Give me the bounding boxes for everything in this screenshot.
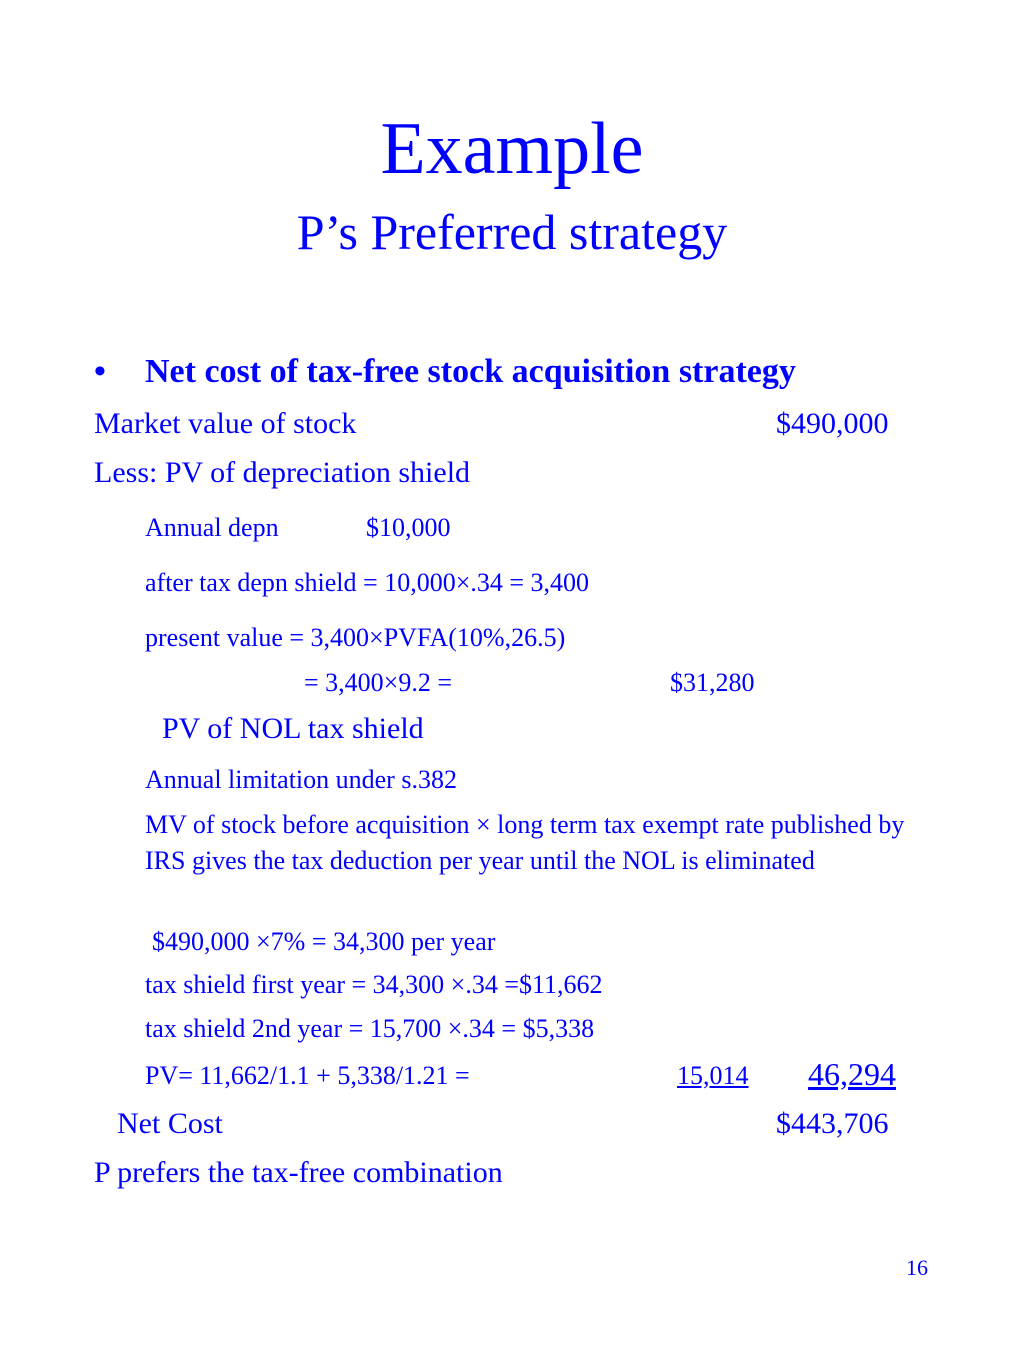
bullet-heading: Net cost of tax-free stock acquisition strategy [145, 353, 796, 390]
less-depreciation-label: Less: PV of depreciation shield [94, 456, 471, 489]
pv-nol-amount: 15,014 [677, 1061, 749, 1090]
bullet-marker: • [94, 353, 106, 390]
mv-paragraph: MV of stock before acquisition × long term tax exempt rate published by IRS gives the tax deduction per year until the NOL is eliminated [145, 810, 905, 875]
first-year-line: tax shield first year = 34,300 ×.34 =$11,662 [145, 970, 603, 999]
pv-formula-line: PV= 11,662/1.1 + 5,338/1.21 = [145, 1061, 470, 1090]
nol-heading: PV of NOL tax shield [162, 712, 424, 745]
second-year-line: tax shield 2nd year = 15,700 ×.34 = $5,338 [145, 1014, 595, 1043]
pv-result-amount: $31,280 [670, 668, 755, 697]
conclusion-line: P prefers the tax-free combination [94, 1156, 503, 1189]
after-tax-line: after tax depn shield = 10,000×.34 = 3,400 [145, 568, 590, 597]
total-shield-amount: 46,294 [808, 1056, 896, 1092]
present-value-line: present value = 3,400×PVFA(10%,26.5) [145, 623, 566, 652]
net-cost-label: Net Cost [117, 1107, 223, 1140]
annual-depn-amount: $10,000 [366, 513, 451, 542]
market-value-amount: $490,000 [776, 407, 889, 440]
annual-depn-label: Annual depn [145, 513, 279, 542]
page-number: 16 [906, 1255, 928, 1280]
annual-limitation-line: Annual limitation under s.382 [145, 765, 457, 794]
slide-title: Example [380, 108, 644, 190]
per-year-line: $490,000 ×7% = 34,300 per year [152, 927, 496, 956]
market-value-label: Market value of stock [94, 407, 357, 440]
pv-result-line: = 3,400×9.2 = [304, 668, 452, 697]
slide-subtitle: P’s Preferred strategy [296, 204, 728, 260]
net-cost-amount: $443,706 [776, 1107, 889, 1140]
